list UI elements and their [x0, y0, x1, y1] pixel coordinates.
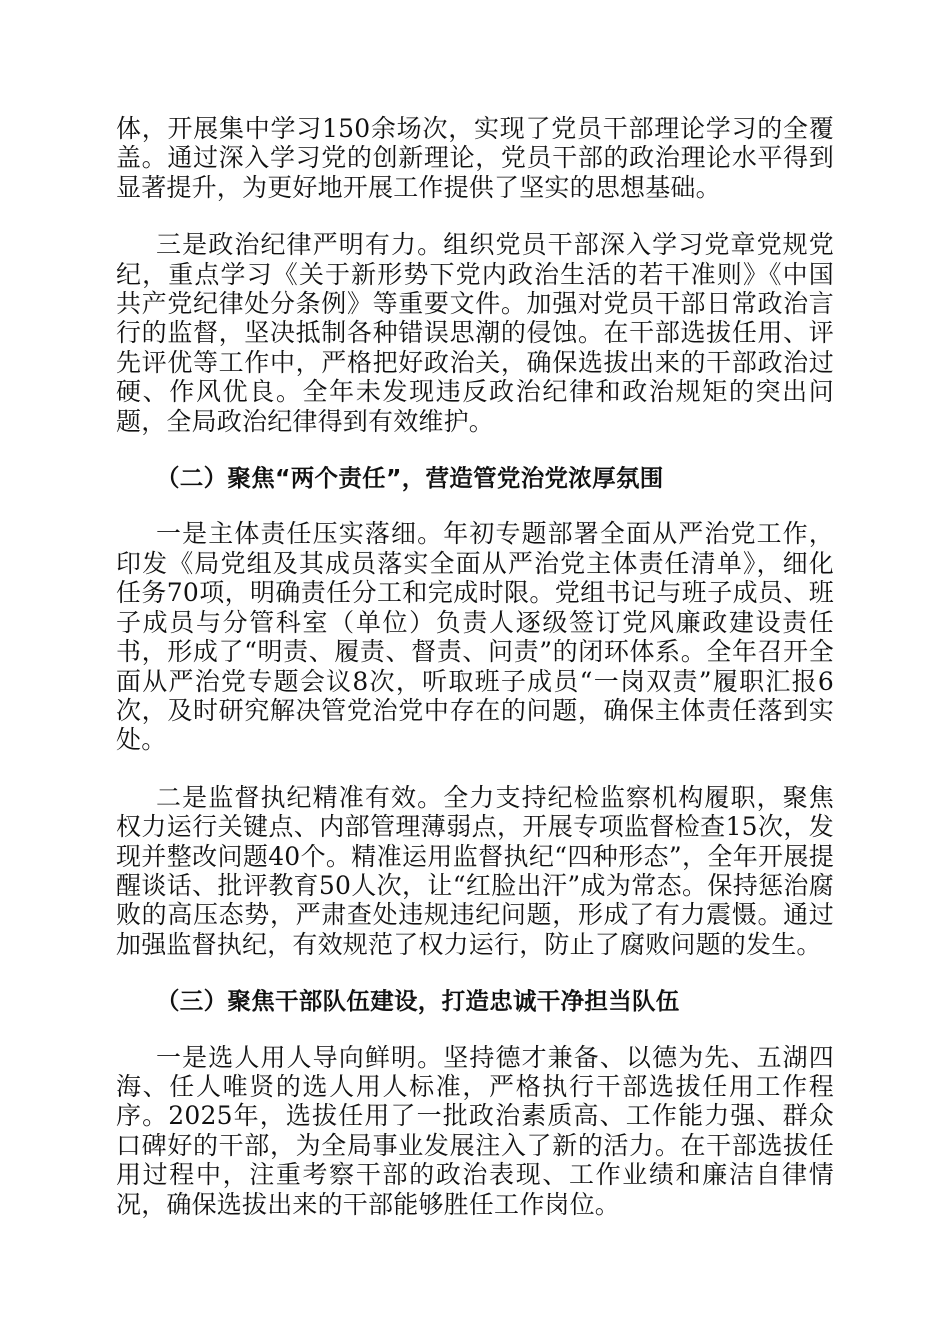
paragraph-theory-study: 体，开展集中学习150余场次，实现了党员干部理论学习的全覆盖。通过深入学习党的创新理论，党员干部的政治理论水平得到显著提升，为更好地开展工作提供了坚实的思想基础。: [116, 114, 834, 202]
section-heading-two-responsibilities: （二）聚焦“两个责任”，营造管党治党浓厚氛围: [156, 464, 664, 493]
paragraph-main-responsibility: 一是主体责任压实落细。年初专题部署全面从严治党工作，印发《局党组及其成员落实全面从严治党主体责任清单》，细化任务70项，明确责任分工和完成时限。党组书记与班子成员、班子成员与分管科室（单位）负责人逐级签订党风廉政建设责任书，形成了“明责、履责、督责、问责”的闭环体系。全年召开全面从严治党专题会议8次，听取班子成员“一岗双责”履职汇报6次，及时研究解决管党治党中存在的问题，确保主体责任落到实处。: [116, 519, 834, 755]
paragraph-supervision: 二是监督执纪精准有效。全力支持纪检监察机构履职，聚焦权力运行关键点、内部管理薄弱点，开展专项监督检查15次，发现并整改问题40个。精准运用监督执纪“四种形态”，全年开展提醒谈话、批评教育50人次，让“红脸出汗”成为常态。保持惩治腐败的高压态势，严肃查处违规违纪问题，形成了有力震慑。通过加强监督执纪，有效规范了权力运行，防止了腐败问题的发生。: [116, 782, 834, 959]
paragraph-cadre-selection: 一是选人用人导向鲜明。坚持德才兼备、以德为先、五湖四海、任人唯贤的选人用人标准，严格执行干部选拔任用工作程序。2025年，选拔任用了一批政治素质高、工作能力强、群众口碑好的干部，为全局事业发展注入了新的活力。在干部选拔任用过程中，注重考察干部的政治表现、工作业绩和廉洁自律情况，确保选拔出来的干部能够胜任工作岗位。: [116, 1042, 834, 1219]
section-heading-cadre-team: （三）聚焦干部队伍建设，打造忠诚干净担当队伍: [156, 987, 680, 1016]
document-page: [116, 114, 834, 1219]
paragraph-political-discipline: 三是政治纪律严明有力。组织党员干部深入学习党章党规党纪，重点学习《关于新形势下党内政治生活的若干准则》《中国共产党纪律处分条例》等重要文件。加强对党员干部日常政治言行的监督，坚决抵制各种错误思潮的侵蚀。在干部选拔任用、评先评优等工作中，严格把好政治关，确保选拔出来的干部政治过硬、作风优良。全年未发现违反政治纪律和政治规矩的突出问题，全局政治纪律得到有效维护。: [116, 230, 834, 436]
